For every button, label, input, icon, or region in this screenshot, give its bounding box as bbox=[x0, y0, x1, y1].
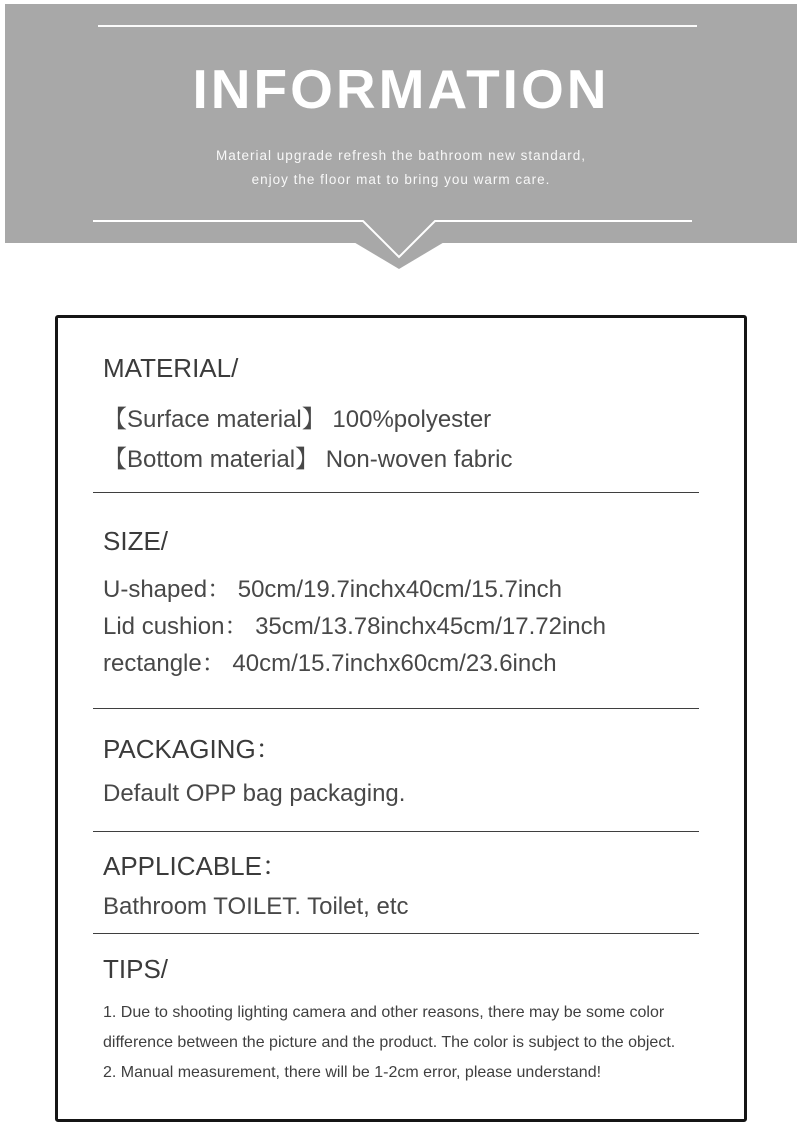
section-tips-lines bbox=[103, 998, 700, 1088]
section-material-lines bbox=[103, 400, 700, 480]
section-heading-applicable: APPLICABLE： bbox=[103, 851, 288, 881]
section-heading-tips: TIPS/ bbox=[103, 954, 169, 984]
section-heading-packaging: PACKAGING： bbox=[103, 734, 282, 764]
banner-top-rule bbox=[98, 25, 697, 27]
chevron-down-icon bbox=[5, 215, 797, 272]
section-packaging-lines bbox=[103, 779, 700, 809]
divider bbox=[93, 933, 699, 934]
packaging-line: Default OPP bag packaging. bbox=[103, 780, 406, 807]
size-lid-cushion-line: Lid cushion： 35cm/13.78inchx45cm/17.72inch bbox=[103, 613, 606, 640]
applicable-line: Bathroom TOILET. Toilet, etc bbox=[103, 893, 409, 920]
banner-subtitle bbox=[5, 144, 797, 192]
tip-2: 2. Manual measurement, there will be 1-2cm error, please understand! bbox=[103, 1064, 602, 1081]
material-bottom-line: 【Bottom material】 Non-woven fabric bbox=[103, 446, 513, 473]
section-applicable-lines bbox=[103, 892, 700, 922]
divider bbox=[93, 492, 699, 493]
info-box bbox=[55, 315, 747, 1122]
divider bbox=[93, 708, 699, 709]
information-banner bbox=[5, 4, 797, 243]
section-size-lines bbox=[103, 571, 700, 682]
banner-title: INFORMATION bbox=[192, 58, 610, 120]
divider bbox=[93, 831, 699, 832]
section-heading-material: MATERIAL/ bbox=[103, 353, 239, 383]
banner-subtitle-line1: Material upgrade refresh the bathroom new standard, bbox=[216, 148, 586, 163]
tip-1: 1. Due to shooting lighting camera and other reasons, there may be some color difference between the picture and the product. The color is subject to the object. bbox=[103, 1004, 676, 1051]
size-rectangle-line: rectangle： 40cm/15.7inchx60cm/23.6inch bbox=[103, 650, 557, 677]
section-heading-size: SIZE/ bbox=[103, 526, 169, 556]
size-u-shaped-line: U-shaped： 50cm/19.7inchx40cm/15.7inch bbox=[103, 576, 562, 603]
banner-subtitle-line2: enjoy the floor mat to bring you warm care. bbox=[251, 172, 551, 187]
material-surface-line: 【Surface material】 100%polyester bbox=[103, 406, 492, 433]
